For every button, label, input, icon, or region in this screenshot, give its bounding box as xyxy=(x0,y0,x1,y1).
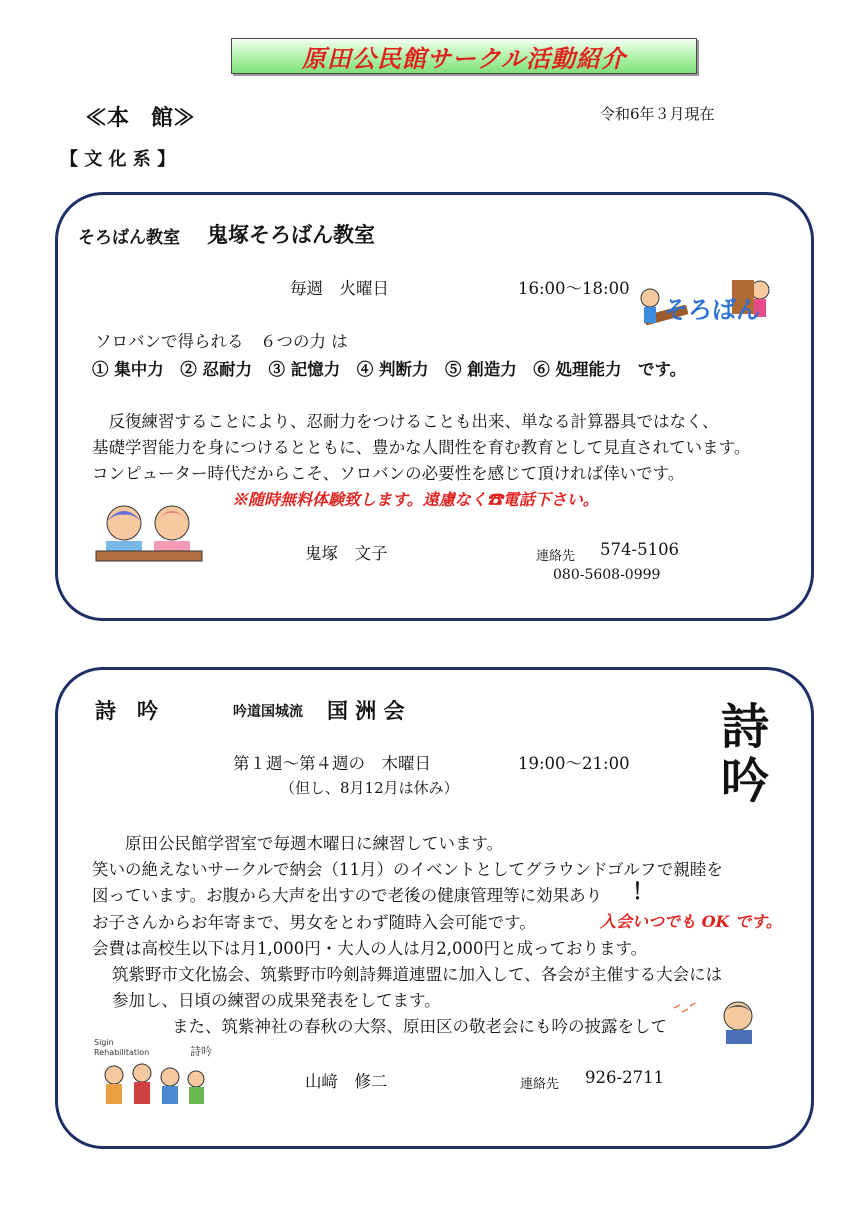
soroban-circle-name: 鬼塚そろばん教室 xyxy=(207,222,375,247)
soroban-body-line-3: コンピューター時代だからこそ、ソロバンの必要性を感じて頂ければ倖いです。 xyxy=(92,464,685,483)
shigin-exclaim: ！ xyxy=(632,879,655,905)
calligraphy-image xyxy=(710,700,780,815)
illus-caption-1: Sigin xyxy=(94,1038,114,1047)
shigin-circle-type: 詩 吟 xyxy=(95,698,158,723)
soroban-phone-2: 080-5608-0999 xyxy=(553,567,661,583)
soroban-intro: ソロバンで得られる ６つの力 は xyxy=(95,332,348,351)
shigin-body-line-6: 筑紫野市文化協会、筑紫野市吟剣詩舞道連盟に加入して、各会が主催する大会には xyxy=(112,965,723,984)
building-heading: ≪本 館≫ xyxy=(85,105,196,131)
shigin-schedule-note: （但し、8月12月は休み） xyxy=(280,779,459,797)
shigin-body-line-3: 図っています。お腹から大声を出すので老後の健康管理等に効果あり xyxy=(92,886,603,905)
soroban-body-line-1: 反復練習することにより、忍耐力をつけることも出来、単なる計算器具ではなく、 xyxy=(92,412,719,431)
page-title: 原田公民館サークル活動紹介 xyxy=(301,43,627,73)
singing-man-icon xyxy=(668,998,768,1046)
shigin-body-line-4: お子さんからお年寄まで、男女をとわず随時入会可能です。 xyxy=(92,913,536,932)
illus-caption-2: Rehabilitation xyxy=(94,1048,150,1057)
shigin-body-line-7: 参加し、日頃の練習の成果発表をしてます。 xyxy=(112,991,441,1010)
children-abacus-icon xyxy=(92,503,207,569)
title-banner xyxy=(231,38,697,74)
soroban-logo-text: そろばん xyxy=(664,296,760,324)
shigin-contact-person: 山﨑 修二 xyxy=(305,1072,388,1091)
soroban-body-line-2: 基礎学習能力を身につけるとともに、豊かな人間性を育む教育として見直されています。 xyxy=(92,438,751,457)
soroban-powers: ① 集中力 ② 忍耐力 ③ 記憶力 ④ 判断力 ⑤ 創造力 ⑥ 処理能力 です。 xyxy=(92,360,687,379)
soroban-notice: ※随時無料体験致します。遠慮なく☎電話下さい。 xyxy=(232,490,599,509)
group-singing-icon xyxy=(92,1035,222,1110)
calligraphy-char-2: 吟 xyxy=(720,753,769,809)
calligraphy-char-1: 詩 xyxy=(720,699,769,755)
soroban-logo-icon xyxy=(632,276,782,346)
soroban-circle-type: そろばん教室 xyxy=(78,228,180,248)
shigin-body-line-5: 会費は高校生以下は月1,000円・大人の人は月2,000円と成っております。 xyxy=(92,939,648,958)
shigin-school: 吟道国城流 xyxy=(233,704,303,720)
shigin-phone: 926-2711 xyxy=(585,1068,665,1087)
shigin-contact-label: 連絡先 xyxy=(520,1077,560,1092)
shigin-body-line-1: 原田公民館学習室で毎週木曜日に練習しています。 xyxy=(125,834,504,853)
as-of-date: 令和6年３月現在 xyxy=(600,105,715,123)
category-heading: 【 文 化 系 】 xyxy=(60,149,176,170)
soroban-contact-person: 鬼塚 文子 xyxy=(305,544,388,563)
shigin-circle-name: 国 洲 会 xyxy=(327,698,405,723)
soroban-schedule-day: 毎週 火曜日 xyxy=(290,279,389,298)
shigin-body-line-2: 笑いの絶えないサークルで納会（11月）のイベントとしてグラウンドゴルフで親睦を xyxy=(92,860,723,879)
shigin-body-line-8: また、筑紫神社の春秋の大祭、原田区の敬老会にも吟の披露をして xyxy=(172,1017,667,1036)
soroban-schedule-time: 16:00～18:00 xyxy=(518,279,630,298)
soroban-contact-label: 連絡先 xyxy=(536,549,576,564)
illus-caption-3: 詩吟 xyxy=(190,1045,212,1058)
shigin-join-note: 入会いつでも OK です。 xyxy=(600,912,782,931)
shigin-schedule-day: 第１週～第４週の 木曜日 xyxy=(233,754,431,773)
shigin-schedule-time: 19:00～21:00 xyxy=(518,754,630,773)
soroban-phone-1: 574-5106 xyxy=(600,540,680,559)
